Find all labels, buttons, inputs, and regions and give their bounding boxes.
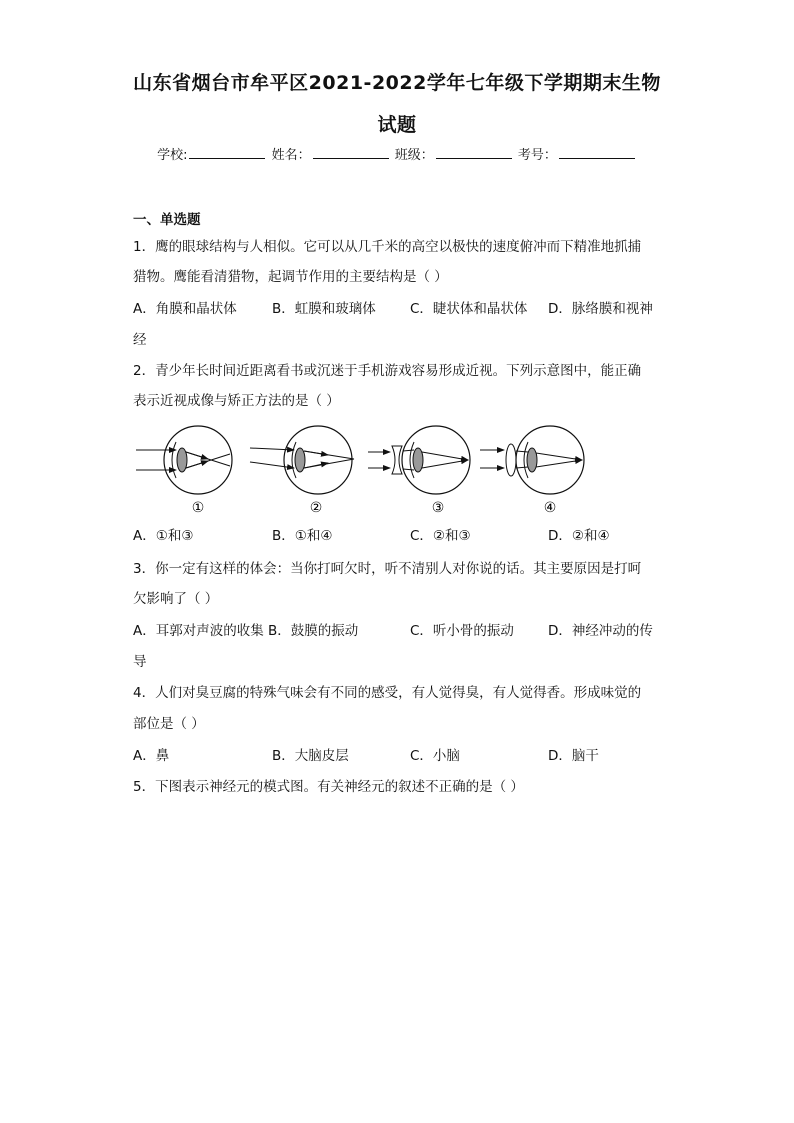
q3-option-b[interactable]: B．鼓膜的振动 bbox=[268, 623, 359, 639]
q1-option-a[interactable]: A．角膜和晶状体 bbox=[133, 301, 237, 317]
q1-option-c[interactable]: C．睫状体和晶状体 bbox=[410, 301, 528, 317]
q2-option-a[interactable]: A．①和③ bbox=[133, 528, 194, 544]
eye-diagram-4 bbox=[480, 426, 584, 494]
q3-option-a[interactable]: A．耳郭对声波的收集 bbox=[133, 623, 264, 639]
section-heading: 一、单选题 bbox=[133, 212, 201, 228]
class-blank[interactable] bbox=[436, 144, 512, 159]
q4-option-a[interactable]: A．鼻 bbox=[133, 748, 170, 764]
q2-stem-line2: 表示近视成像与矫正方法的是（ ） bbox=[133, 393, 340, 409]
q3-stem-line2: 欠影响了（ ） bbox=[133, 591, 219, 607]
exam-title-line2: 试题 bbox=[377, 114, 417, 136]
school-blank[interactable] bbox=[189, 144, 265, 159]
class-label: 班级： bbox=[394, 148, 434, 163]
q4-stem-line2: 部位是（ ） bbox=[133, 716, 205, 732]
eye-diagram-2 bbox=[250, 426, 354, 494]
q3-option-d-cont: 导 bbox=[133, 654, 147, 670]
q1-stem-line2: 猎物。鹰能看清猎物，起调节作用的主要结构是（ ） bbox=[133, 269, 448, 285]
q4-option-d[interactable]: D．脑干 bbox=[548, 748, 599, 764]
eye-diagram-1 bbox=[136, 426, 232, 494]
eye-label-4: ④ bbox=[543, 500, 557, 516]
eye-label-3: ③ bbox=[431, 500, 445, 516]
q3-option-d[interactable]: D．神经冲动的传 bbox=[548, 623, 653, 639]
q3-stem-line1: 3．你一定有这样的体会：当你打呵欠时，听不清别人对你说的话。其主要原因是打呵 bbox=[133, 561, 642, 577]
q4-option-b[interactable]: B．大脑皮层 bbox=[272, 748, 349, 764]
eye-label-1: ① bbox=[191, 500, 205, 516]
eye-diagram-3 bbox=[368, 426, 470, 494]
exam-no-label: 考号： bbox=[517, 148, 557, 163]
q2-option-d[interactable]: D．②和④ bbox=[548, 528, 610, 544]
q4-stem-line1: 4．人们对臭豆腐的特殊气味会有不同的感受，有人觉得臭，有人觉得香。形成味觉的 bbox=[133, 685, 642, 701]
name-label: 姓名： bbox=[271, 148, 311, 163]
q3-option-c[interactable]: C．听小骨的振动 bbox=[410, 623, 514, 639]
q4-option-c[interactable]: C．小脑 bbox=[410, 748, 460, 764]
eye-label-2: ② bbox=[309, 500, 323, 516]
exam-no-blank[interactable] bbox=[559, 144, 635, 159]
q1-option-b[interactable]: B．虹膜和玻璃体 bbox=[272, 301, 376, 317]
q1-option-d[interactable]: D．脉络膜和视神 bbox=[548, 301, 653, 317]
q1-stem-line1: 1．鹰的眼球结构与人相似。它可以从几千米的高空以极快的速度俯冲而下精准地抓捕 bbox=[133, 239, 642, 255]
eye-diagrams bbox=[128, 418, 598, 518]
student-info-row bbox=[0, 144, 794, 163]
q1-option-d-cont: 经 bbox=[133, 332, 147, 348]
q2-stem-line1: 2．青少年长时间近距离看书或沉迷于手机游戏容易形成近视。下列示意图中，能正确 bbox=[133, 363, 642, 379]
q5-stem-line1: 5．下图表示神经元的模式图。有关神经元的叙述不正确的是（ ） bbox=[133, 779, 524, 795]
exam-title-line1: 山东省烟台市牟平区2021-2022学年七年级下学期期末生物 bbox=[133, 72, 661, 94]
school-label: 学校: bbox=[157, 148, 188, 163]
q2-option-c[interactable]: C．②和③ bbox=[410, 528, 471, 544]
q2-option-b[interactable]: B．①和④ bbox=[272, 528, 333, 544]
name-blank[interactable] bbox=[313, 144, 389, 159]
